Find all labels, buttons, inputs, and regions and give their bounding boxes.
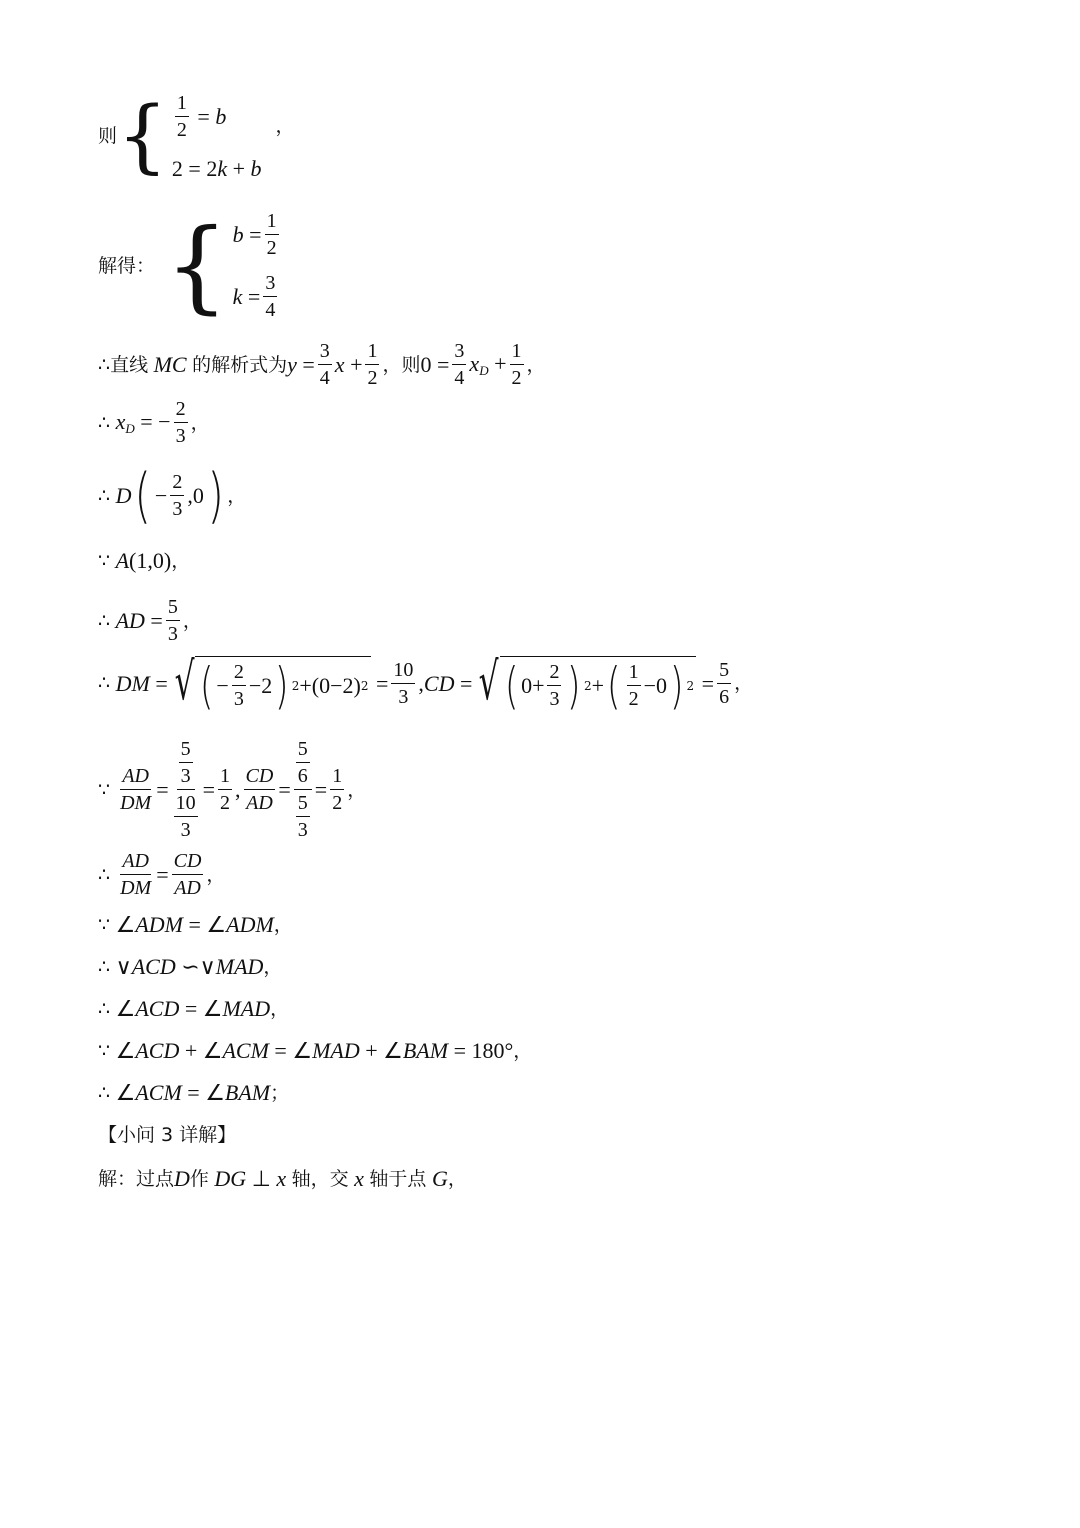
- text-jiede: 解得：: [98, 254, 156, 277]
- line-ratio-equal: ∴ $\frac{AD}{DM}$ = $\frac{CD}{AD}$ ，: [98, 850, 226, 899]
- line-ad: ∴ AD = $\frac{5}{3}$ ，: [98, 596, 202, 645]
- line-point-a: ∵ A(1,0) ，: [98, 548, 191, 573]
- line-xd: ∴ $x_D$ = − $\frac{2}{3}$ ，: [98, 398, 210, 447]
- line-similar: ∴ ∨ACD ∽∨MAD ，: [98, 954, 283, 979]
- equation-system-2: 解得： { b = $\frac{1}{2}$ k = $\frac{3}{4}$: [98, 207, 277, 324]
- line-angle-adm: ∵ ∠ADM = ∠ADM ，: [98, 912, 293, 937]
- line-solution-start: 解：过点 D 作 DG ⊥ x 轴，交 x 轴于点 G ，: [98, 1166, 467, 1191]
- text-ze: 则: [98, 124, 118, 147]
- line-angle-acd: ∴ ∠ACD = ∠MAD ，: [98, 996, 290, 1021]
- line-mc-equation: ∴直线 MC 的解析式为 y = $\frac{3}{4}$ x + $\frac{1}{2}$ ，则 0 = $\frac{3}{4}$ $x_D$ + $\frac{1}{2}$ ，: [98, 340, 546, 389]
- line-ratios: ∵ $\frac{AD}{DM}$ = $\frac{\frac{5}{3}}{\frac{10}{3}}$ = $\frac{1}{2}$ , $\frac{CD}{AD}$ = $\frac{\frac{5}{6}}{\frac{5}{3}}$ = $\frac{1}{2}$ ，: [98, 738, 367, 841]
- section-heading: 【小问 3 详解】: [98, 1124, 237, 1146]
- left-brace: {: [117, 89, 168, 182]
- line-dm-cd: ∴ DM = √ ( − $\frac{2}{3}$ −2 ) 2 +(0−2) 2 = $\frac{10}{3}$ ,CD = √ ( 0+ $\frac{2}{3}$ ) 2 + ( $\frac{1}{2}$ −0 ) 2 = $\frac{5}{6}$ ，: [98, 652, 754, 715]
- line-angle-sum: ∵ ∠ACD + ∠ACM = ∠MAD + ∠BAM = 180° ，: [98, 1038, 533, 1063]
- equation-system-1: 则 { $\frac{1}{2}$ = b 2 = 2k + b ，: [98, 89, 295, 182]
- line-point-d: ∴ D ( − $\frac{2}{3}$ ,0 ) ，: [98, 461, 247, 531]
- left-brace: {: [165, 207, 229, 324]
- line-angle-conclusion: ∴ ∠ACM = ∠BAM ；: [98, 1080, 290, 1105]
